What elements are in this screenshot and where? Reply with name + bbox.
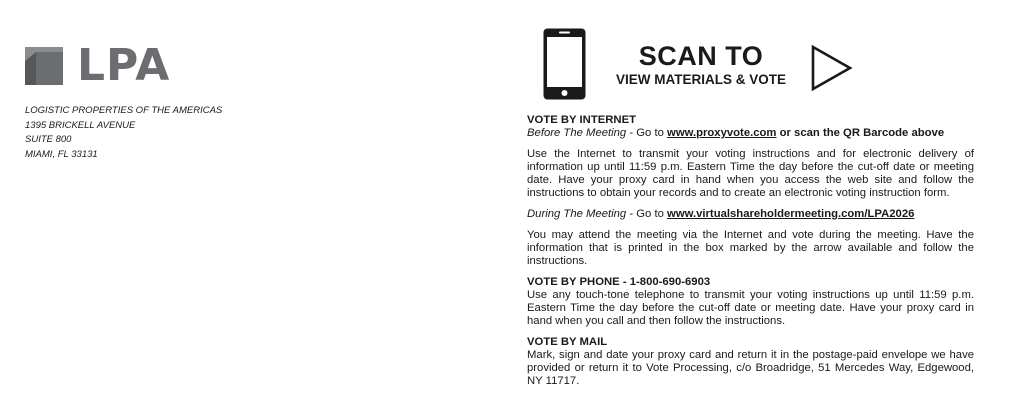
smartphone-icon	[542, 27, 587, 101]
address-line: MIAMI, FL 33131	[25, 148, 98, 160]
scan-subtitle: VIEW MATERIALS & VOTE	[615, 72, 786, 87]
company-address	[25, 104, 222, 162]
voting-instructions	[527, 114, 974, 388]
mail-heading: VOTE BY MAIL	[527, 336, 608, 348]
lpa-logo-mark-icon	[25, 47, 63, 85]
before-meeting-suffix: or scan the QR Barcode above	[776, 127, 945, 139]
internet-heading: VOTE BY INTERNET	[527, 114, 637, 126]
address-line: SUITE 800	[25, 134, 72, 145]
logo-text: LPA	[77, 40, 171, 91]
internet-during-line	[527, 208, 974, 221]
address-line: LOGISTIC PROPERTIES OF THE AMERICAS	[25, 105, 223, 116]
before-meeting-prefix: - Go to	[626, 127, 668, 139]
during-meeting-prefix: - Go to	[626, 208, 668, 220]
during-meeting-label: During The Meeting	[527, 208, 627, 220]
phone-body: Use any touch-tone telephone to transmit your voting instructions up until 11:59 p.m. Eastern Time the day before the cut-off date or meeting date. Have your proxy card in hand when you call and then follow the instructions.	[527, 289, 974, 327]
before-meeting-label: Before The Meeting	[527, 127, 627, 139]
virtual-meeting-link[interactable]: www.virtualshareholdermeeting.com/LPA2026	[667, 208, 915, 220]
proxyvote-link[interactable]: www.proxyvote.com	[667, 127, 777, 139]
address-line: 1395 BRICKELL AVENUE	[25, 119, 136, 131]
phone-heading: VOTE BY PHONE - 1-800-690-6903	[527, 276, 711, 288]
scan-title: SCAN TO	[638, 41, 764, 71]
mail-body: Mark, sign and date your proxy card and return it in the postage-paid envelope we have provided or return it to Vote Processing, c/o Broadridge, 51 Mercedes Way, Edgewood, NY 11717.	[527, 349, 974, 387]
internet-during-body: You may attend the meeting via the Internet and vote during the meeting. Have the information that is printed in the box marked by the arrow available and follow the instructions.	[527, 229, 974, 267]
internet-before-line	[527, 127, 974, 140]
company-logo	[25, 40, 171, 91]
play-arrow-icon	[810, 44, 854, 92]
internet-body: Use the Internet to transmit your voting instructions and for electronic delivery of information up until 11:59 p.m. Eastern Time the day before the cut-off date or meeting date. Have your proxy card in hand when you access the web site and follow the instructions to obtain your records and to create an electronic voting instruction form.	[527, 148, 974, 199]
